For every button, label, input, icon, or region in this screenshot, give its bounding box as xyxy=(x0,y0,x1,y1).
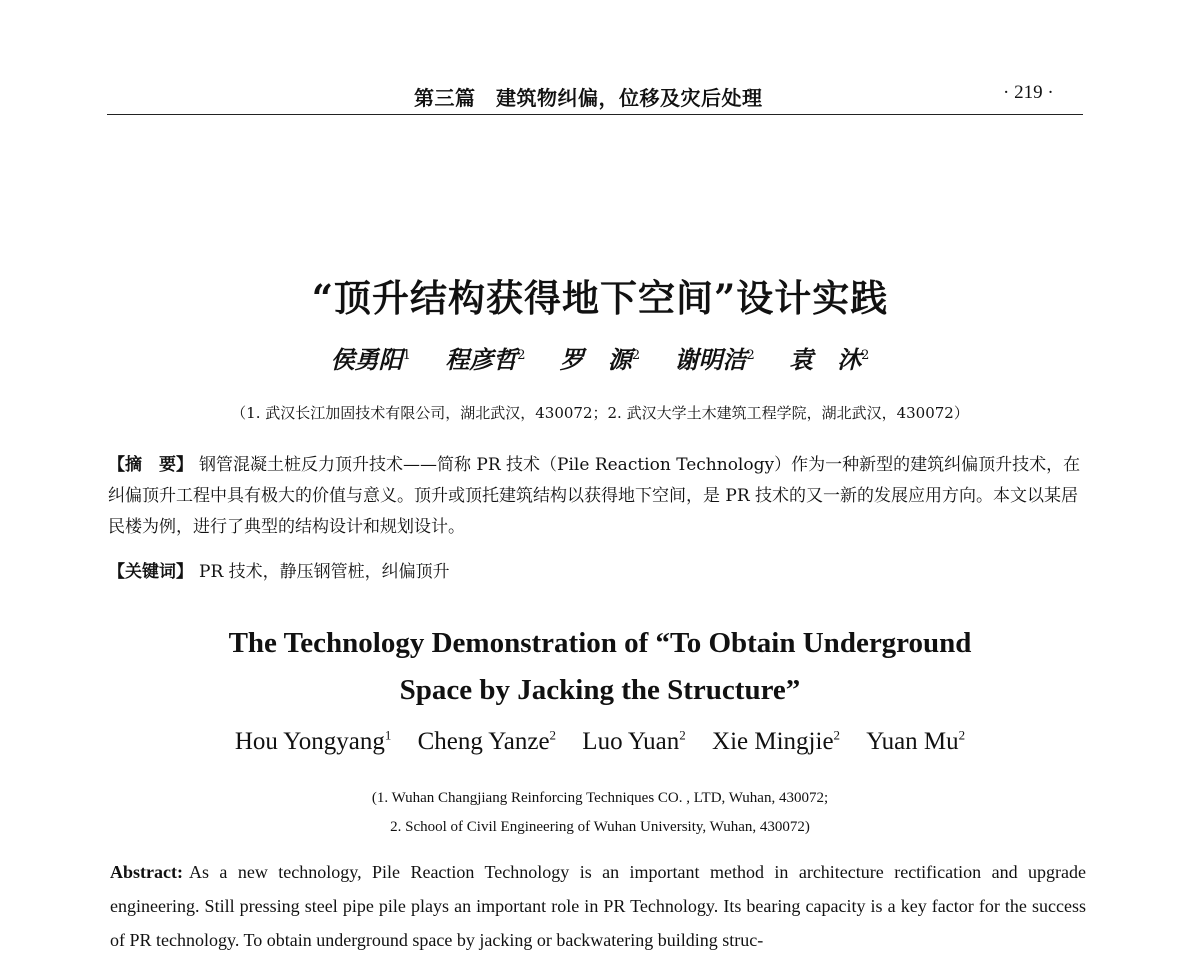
affiliation-english-line-2: 2. School of Civil Engineering of Wuhan University, Wuhan, 430072) xyxy=(390,819,810,835)
keywords-chinese xyxy=(108,556,1084,588)
abstract-text-chinese: 钢管混凝土桩反力顶升技术——简称 PR 技术（Pile Reaction Technology）作为一种新型的建筑纠偏顶升技术，在纠偏顶升工程中具有极大的价值与意义。顶升或顶托建筑结构以获得地下空间，是 PR 技术的又一新的发展应用方向。本文以某居民楼为例，进行了典型的结构设计和规划设计。 xyxy=(108,455,1081,537)
author-cn: 侯勇阳$^1$ xyxy=(330,345,411,374)
title-english-line-2: Space by Jacking the Structure” xyxy=(399,674,801,706)
author-en: Hou Yongyang$^1$ xyxy=(234,728,392,756)
affiliation-english-line-1: (1. Wuhan Changjiang Reinforcing Techniques CO. , LTD, Wuhan, 430072; xyxy=(371,790,829,806)
paper-title-english xyxy=(0,620,1200,714)
author-en: Xie Mingjie$^2$ xyxy=(712,728,841,756)
author-en: Cheng Yanze$^2$ xyxy=(417,728,557,756)
affiliations-english xyxy=(0,784,1200,842)
abstract-label-english: Abstract: xyxy=(110,862,183,882)
author-en: Luo Yuan$^2$ xyxy=(582,728,686,756)
author-cn: 罗 源$^2$ xyxy=(559,345,641,374)
section-title: 第三篇 建筑物纠偏，位移及灾后处理 xyxy=(414,86,763,110)
author-cn: 谢明洁$^2$ xyxy=(674,345,755,374)
keywords-text-chinese: PR 技术，静压钢管桩，纠偏顶升 xyxy=(199,562,450,582)
affiliations-chinese: （1. 武汉长江加固技术有限公司，湖北武汉，430072；2. 武汉大学土木建筑工程学院，湖北武汉，430072） xyxy=(231,404,969,422)
author-cn: 袁 沐$^2$ xyxy=(789,345,870,374)
abstract-label-chinese: 【摘 要】 xyxy=(108,455,193,474)
abstract-english xyxy=(110,855,1086,957)
title-english-line-1: The Technology Demonstration of “To Obtain Underground xyxy=(228,627,972,659)
author-list-english xyxy=(0,728,1200,756)
author-en: Yuan Mu$^2$ xyxy=(866,728,966,756)
paper-title-chinese: “顶升结构获得地下空间”设计实践 xyxy=(311,276,889,320)
author-cn: 程彦哲$^2$ xyxy=(445,345,526,374)
author-list-chinese xyxy=(0,340,1200,375)
running-head xyxy=(0,80,1200,110)
abstract-text-english: As a new technology, Pile Reaction Technology is an important method in architecture rectification and upgrade engineering. Still pressing steel pipe pile plays an important role in PR Technology. Its bearing capacity is a key factor for the success of PR technology. To obtain underground space by jacking or backwatering building struc- xyxy=(110,862,1086,950)
abstract-chinese xyxy=(108,449,1084,543)
header-rule xyxy=(107,114,1083,115)
keywords-label-chinese: 【关键词】 xyxy=(108,562,193,581)
page-number: · 219 · xyxy=(1003,82,1054,103)
